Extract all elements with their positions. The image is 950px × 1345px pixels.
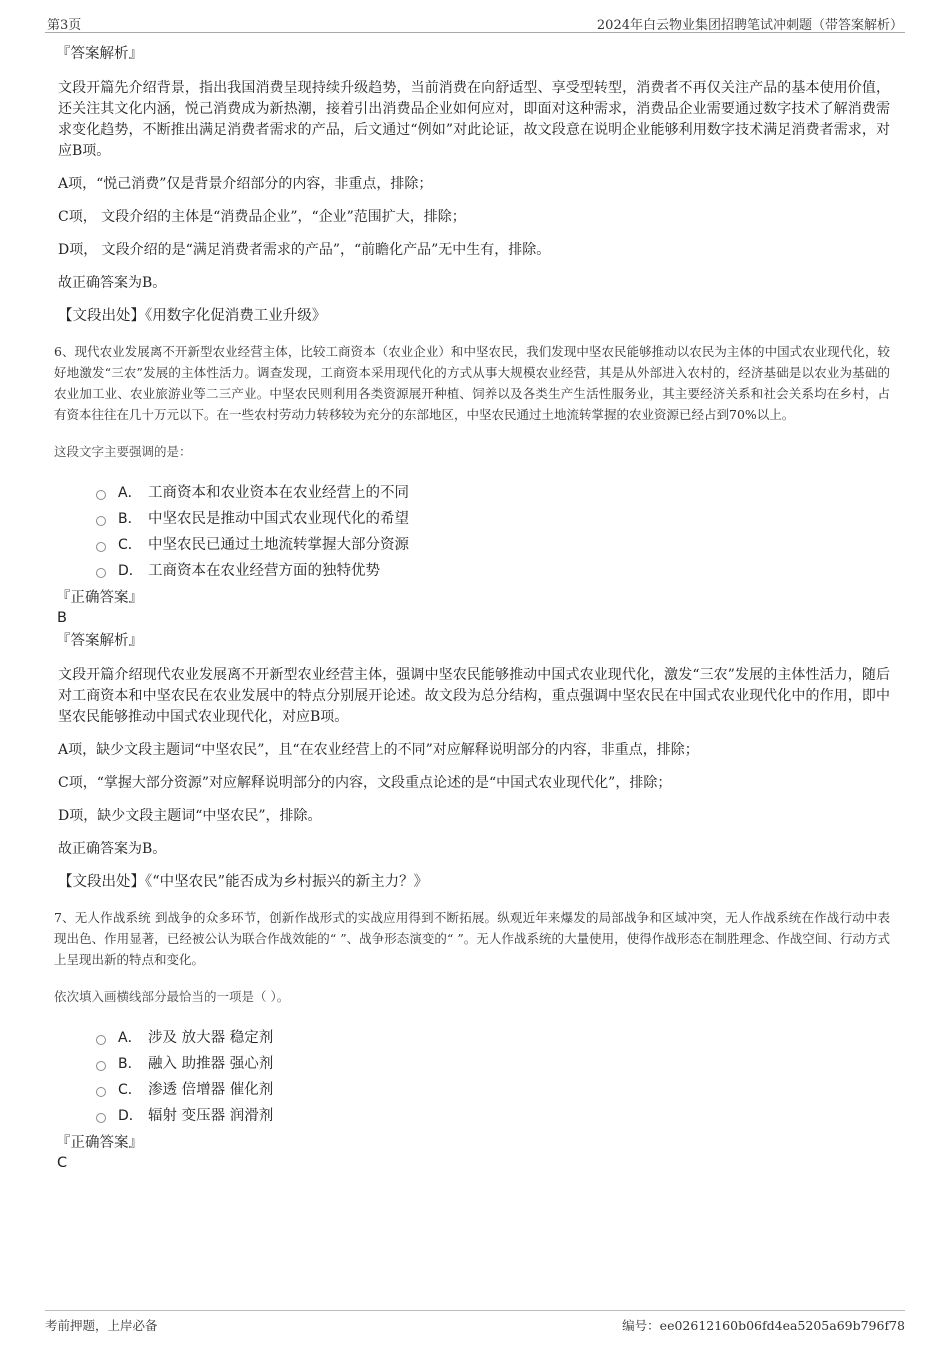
correct-answer-label: 『正确答案』 xyxy=(56,1135,143,1151)
option-letter: B． xyxy=(118,511,142,527)
analysis-note: C项， 文段介绍的主体是“消费品企业”，“企业”范围扩大，排除； xyxy=(58,209,466,225)
option-b[interactable] xyxy=(96,1051,890,1077)
option-letter: B． xyxy=(118,1056,142,1072)
radio-button[interactable] xyxy=(96,542,106,552)
analysis-text: 文段开篇介绍现代农业发展离不开新型农业经营主体，强调中坚农民能够推动中国式农业现代化，激发“三农”发展的主体性活力，随后对工商资本和中坚农民在农业发展中的特点分别展开论述。故文段为总分结构，重点强调中坚农民在中国式农业现代化中的作用，即中坚农民能够推动中国式农业现代化，对应B项。 xyxy=(58,667,890,725)
option-letter: C． xyxy=(118,537,142,553)
analysis-note: D项，缺少文段主题词“中坚农民”，排除。 xyxy=(58,808,322,824)
option-text: 辐射 变压器 润滑剂 xyxy=(148,1108,274,1124)
radio-button[interactable] xyxy=(96,568,106,578)
analysis-note: C项，“掌握大部分资源”对应解释说明部分的内容，文段重点论述的是“中国式农业现代化”，排除； xyxy=(58,775,672,791)
option-text: 渗透 倍增器 催化剂 xyxy=(148,1082,274,1098)
option-text: 涉及 放大器 稳定剂 xyxy=(148,1030,274,1046)
page-footer xyxy=(45,1310,905,1337)
option-d[interactable] xyxy=(96,558,890,584)
document-title: 2024年白云物业集团招聘笔试冲刺题（带答案解析） xyxy=(596,18,903,33)
passage-source: 【文段出处】《“中坚农民”能否成为乡村振兴的新主力？》 xyxy=(58,874,429,890)
options-list xyxy=(96,480,890,584)
page-header xyxy=(45,12,905,33)
options-list xyxy=(96,1025,890,1129)
option-a[interactable] xyxy=(96,480,890,506)
correct-answer-label: 『正确答案』 xyxy=(56,590,143,606)
radio-button[interactable] xyxy=(96,1035,106,1045)
radio-button[interactable] xyxy=(96,516,106,526)
analysis-note: A项，缺少文段主题词“中坚农民”，且“在农业经营上的不同”对应解释说明部分的内容，非重点，排除； xyxy=(58,742,699,758)
document-code: 编号：ee02612160b06fd4ea5205a69b796f78 xyxy=(622,1318,905,1333)
option-text: 中坚农民是推动中国式农业现代化的希望 xyxy=(148,511,409,527)
radio-button[interactable] xyxy=(96,1113,106,1123)
correct-answer: C xyxy=(57,1155,68,1171)
option-text: 工商资本在农业经营方面的独特优势 xyxy=(148,563,380,579)
radio-button[interactable] xyxy=(96,1061,106,1071)
option-text: 中坚农民已通过土地流转掌握大部分资源 xyxy=(148,537,409,553)
question-prompt: 依次填入画横线部分最恰当的一项是（ ）。 xyxy=(54,989,290,1004)
option-letter: C． xyxy=(118,1082,142,1098)
analysis-note: D项， 文段介绍的是“满足消费者需求的产品”，“前瞻化产品”无中生有，排除。 xyxy=(58,242,551,258)
option-b[interactable] xyxy=(96,506,890,532)
option-letter: D． xyxy=(118,1108,143,1124)
option-letter: A． xyxy=(118,1030,142,1046)
question-stem: 7、无人作战系统 到战争的众多环节，创新作战形式的实战应用得到不断拓展。纵观近年来爆发的局部战争和区域冲突，无人作战系统在作战行动中表现出色、作用显著，已经被公认为联合作战效能的“ ”、战争形态演变的“ ”。无人作战系统的大量使用，使得作战形态在制胜理念、作战空间、行动方式上呈现出新的特点和变化。 xyxy=(54,910,890,967)
passage-source: 【文段出处】《用数字化促消费工业升级》 xyxy=(58,308,327,324)
option-a[interactable] xyxy=(96,1025,890,1051)
radio-button[interactable] xyxy=(96,1087,106,1097)
question-stem: 6、现代农业发展离不开新型农业经营主体，比较工商资本（农业企业）和中坚农民，我们发现中坚农民能够推动以农民为主体的中国式农业现代化，较好地激发“三农”发展的主体性活力。调查发现，工商资本采用现代化的方式从事大规模农业经营，其是从外部进入农村的，经济基础是以农业为基础的农业加工业、农业旅游业等二三产业。中坚农民则利用各类资源展开种植、饲养以及各类生产生活性服务业，其主要经济关系和社会关系均在乡村，占有资本往往在几十万元以下。在一些农村劳动力转移较为充分的东部地区，中坚农民通过土地流转掌握的农业资源已经占到70%以上。 xyxy=(54,344,890,422)
question-prompt: 这段文字主要强调的是： xyxy=(54,444,192,459)
option-c[interactable] xyxy=(96,532,890,558)
analysis-label: 『答案解析』 xyxy=(56,46,143,62)
option-letter: A． xyxy=(118,485,142,501)
option-text: 融入 助推器 强心剂 xyxy=(148,1056,274,1072)
analysis-text: 文段开篇先介绍背景，指出我国消费呈现持续升级趋势，当前消费在向舒适型、享受型转型，消费者不再仅关注产品的基本使用价值，还关注其文化内涵，悦己消费成为新热潮，接着引出消费品企业如何应对，即面对这种需求，消费品企业需要通过数字技术了解消费需求变化趋势，不断推出满足消费者需求的产品，后文通过“例如”对此论证，故文段意在说明企业能够利用数字技术满足消费者需求，对应B项。 xyxy=(58,80,890,159)
analysis-label: 『答案解析』 xyxy=(56,633,143,649)
option-d[interactable] xyxy=(96,1103,890,1129)
option-text: 工商资本和农业资本在农业经营上的不同 xyxy=(148,485,409,501)
option-c[interactable] xyxy=(96,1077,890,1103)
analysis-conclusion: 故正确答案为B。 xyxy=(58,275,167,291)
correct-answer: B xyxy=(57,610,67,626)
page-content xyxy=(56,44,890,1173)
analysis-note: A项，“悦己消费”仅是背景介绍部分的内容，非重点，排除； xyxy=(58,176,433,192)
page-number: 第3页 xyxy=(47,18,82,33)
option-letter: D． xyxy=(118,563,143,579)
analysis-conclusion: 故正确答案为B。 xyxy=(58,841,167,857)
footer-slogan: 考前押题，上岸必备 xyxy=(45,1318,158,1333)
radio-button[interactable] xyxy=(96,490,106,500)
